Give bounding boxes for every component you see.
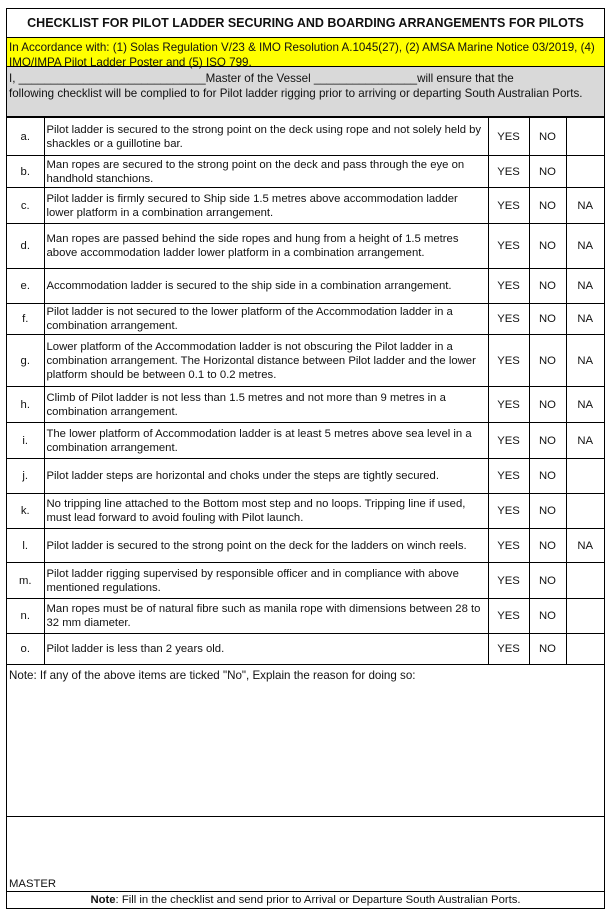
checklist-item-text: The lower platform of Accommodation ladder is at least 5 metres above sea level in a combination arrangement. <box>44 423 488 459</box>
checklist-item-text: Man ropes are secured to the strong point on the deck and pass through the eye on handhold stanchions. <box>44 156 488 188</box>
checklist-row <box>7 599 604 634</box>
na-option[interactable] <box>566 156 604 188</box>
no-option[interactable]: NO <box>529 188 566 224</box>
na-option[interactable]: NA <box>566 423 604 459</box>
master-signature-label: MASTER <box>9 878 57 890</box>
na-option[interactable] <box>566 118 604 156</box>
yes-option[interactable]: YES <box>488 304 529 335</box>
checklist-item-text: Pilot ladder steps are horizontal and choks under the steps are tightly secured. <box>44 459 488 494</box>
checklist-item-letter: i. <box>7 423 44 459</box>
checklist-row <box>7 335 604 387</box>
checklist-row <box>7 563 604 599</box>
no-option[interactable]: NO <box>529 118 566 156</box>
checklist-item-text: Accommodation ladder is secured to the ship side in a combination arrangement. <box>44 269 488 304</box>
checklist-item-letter: o. <box>7 634 44 665</box>
checklist-row <box>7 494 604 529</box>
no-option[interactable]: NO <box>529 304 566 335</box>
checklist-item-letter: g. <box>7 335 44 387</box>
accordance-banner: In Accordance with: (1) Solas Regulation V/23 & IMO Resolution A.1045(27), (2) AMSA Marine Notice 03/2019, (4) IMO/IMPA Pilot Ladder Poster and (5) ISO 799. <box>7 38 604 67</box>
checklist-item-letter: c. <box>7 188 44 224</box>
checklist-item-letter: j. <box>7 459 44 494</box>
checklist-item-text: Pilot ladder is less than 2 years old. <box>44 634 488 665</box>
checklist-item-letter: m. <box>7 563 44 599</box>
na-option[interactable]: NA <box>566 188 604 224</box>
yes-option[interactable]: YES <box>488 387 529 423</box>
yes-option[interactable]: YES <box>488 494 529 529</box>
master-declaration <box>7 67 604 117</box>
yes-option[interactable]: YES <box>488 423 529 459</box>
yes-option[interactable]: YES <box>488 529 529 563</box>
no-option[interactable]: NO <box>529 224 566 269</box>
na-option[interactable]: NA <box>566 224 604 269</box>
no-option[interactable]: NO <box>529 634 566 665</box>
yes-option[interactable]: YES <box>488 335 529 387</box>
checklist-row <box>7 156 604 188</box>
no-option[interactable]: NO <box>529 599 566 634</box>
checklist-table <box>7 117 604 665</box>
yes-option[interactable]: YES <box>488 224 529 269</box>
no-option[interactable]: NO <box>529 387 566 423</box>
explanation-area[interactable] <box>7 665 604 817</box>
checklist-item-letter: n. <box>7 599 44 634</box>
yes-option[interactable]: YES <box>488 634 529 665</box>
checklist-item-text: Pilot ladder is not secured to the lower platform of the Accommodation ladder in a combination arrangement. <box>44 304 488 335</box>
signature-area[interactable] <box>7 817 604 892</box>
checklist-row <box>7 224 604 269</box>
checklist-item-text: Climb of Pilot ladder is not less than 1.5 metres and not more than 9 metres in a combination arrangement. <box>44 387 488 423</box>
checklist-row <box>7 634 604 665</box>
no-option[interactable]: NO <box>529 269 566 304</box>
na-option[interactable] <box>566 599 604 634</box>
checklist-item-letter: e. <box>7 269 44 304</box>
checklist-item-text: Pilot ladder rigging supervised by responsible officer and in compliance with above mentioned regulations. <box>44 563 488 599</box>
checklist-item-letter: b. <box>7 156 44 188</box>
checklist-item-letter: a. <box>7 118 44 156</box>
no-option[interactable]: NO <box>529 529 566 563</box>
checklist-row <box>7 118 604 156</box>
na-option[interactable]: NA <box>566 269 604 304</box>
explanation-note: Note: If any of the above items are ticked "No", Explain the reason for doing so: <box>9 669 416 682</box>
no-option[interactable]: NO <box>529 459 566 494</box>
checklist-item-text: Pilot ladder is firmly secured to Ship side 1.5 metres above accommodation ladder lower platform in a combination arrangement. <box>44 188 488 224</box>
checklist-item-text: Pilot ladder is secured to the strong point on the deck for the ladders on winch reels. <box>44 529 488 563</box>
na-option[interactable] <box>566 634 604 665</box>
na-option[interactable] <box>566 459 604 494</box>
declaration-line-1: I, _____________________________Master of the Vessel ________________will ensure that the <box>9 72 514 85</box>
checklist-form <box>6 8 605 909</box>
checklist-row <box>7 529 604 563</box>
na-option[interactable] <box>566 494 604 529</box>
no-option[interactable]: NO <box>529 335 566 387</box>
yes-option[interactable]: YES <box>488 599 529 634</box>
yes-option[interactable]: YES <box>488 459 529 494</box>
checklist-row <box>7 269 604 304</box>
declaration-line-2: following checklist will be complied to for Pilot ladder rigging prior to arriving or departing South Australian Ports. <box>9 87 583 100</box>
checklist-item-text: No tripping line attached to the Bottom most step and no loops. Tripping line if used, must lead forward to avoid fouling with Pilot launch. <box>44 494 488 529</box>
checklist-item-letter: k. <box>7 494 44 529</box>
no-option[interactable]: NO <box>529 423 566 459</box>
checklist-row <box>7 188 604 224</box>
footer-note <box>7 892 604 908</box>
checklist-item-letter: f. <box>7 304 44 335</box>
checklist-item-letter: l. <box>7 529 44 563</box>
na-option[interactable]: NA <box>566 335 604 387</box>
checklist-row <box>7 387 604 423</box>
footer-note-label: Note <box>90 894 116 906</box>
no-option[interactable]: NO <box>529 156 566 188</box>
na-option[interactable]: NA <box>566 387 604 423</box>
checklist-item-text: Pilot ladder is secured to the strong point on the deck using rope and not solely held by shackles or a guillotine bar. <box>44 118 488 156</box>
checklist-item-letter: h. <box>7 387 44 423</box>
yes-option[interactable]: YES <box>488 269 529 304</box>
checklist-row <box>7 459 604 494</box>
na-option[interactable]: NA <box>566 304 604 335</box>
yes-option[interactable]: YES <box>488 188 529 224</box>
checklist-item-text: Man ropes must be of natural fibre such as manila rope with dimensions between 28 to 32 mm diameter. <box>44 599 488 634</box>
checklist-row <box>7 304 604 335</box>
checklist-item-text: Man ropes are passed behind the side ropes and hung from a height of 1.5 metres above accommodation ladder lower platform in a combination arrangement. <box>44 224 488 269</box>
no-option[interactable]: NO <box>529 494 566 529</box>
na-option[interactable]: NA <box>566 529 604 563</box>
footer-note-text: : Fill in the checklist and send prior to Arrival or Departure South Australian Ports. <box>115 894 521 906</box>
na-option[interactable] <box>566 563 604 599</box>
yes-option[interactable]: YES <box>488 118 529 156</box>
form-title: CHECKLIST FOR PILOT LADDER SECURING AND BOARDING ARRANGEMENTS FOR PILOTS <box>7 9 604 38</box>
checklist-item-letter: d. <box>7 224 44 269</box>
yes-option[interactable]: YES <box>488 156 529 188</box>
checklist-item-text: Lower platform of the Accommodation ladder is not obscuring the Pilot ladder in a combination arrangement. The Horizontal distance between Pilot ladder and the lower platform should be between 0.1 to 0.2 metres. <box>44 335 488 387</box>
checklist-row <box>7 423 604 459</box>
yes-option[interactable]: YES <box>488 563 529 599</box>
no-option[interactable]: NO <box>529 563 566 599</box>
